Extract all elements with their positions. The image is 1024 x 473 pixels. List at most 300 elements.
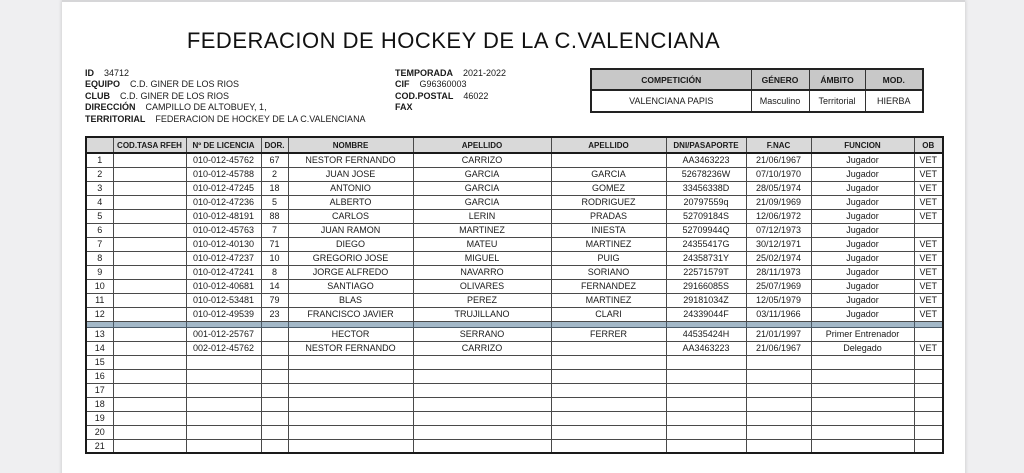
cell: 010-012-45762: [186, 153, 261, 167]
table-row: [86, 411, 943, 425]
cell: Delegado: [811, 341, 914, 355]
info-value: 46022: [463, 90, 489, 101]
cell: 2: [86, 167, 113, 181]
cell: [413, 369, 551, 383]
roster-body: [86, 153, 943, 453]
cell: [288, 411, 413, 425]
cell: [666, 411, 746, 425]
cell: 29166085S: [666, 279, 746, 293]
table-row: [86, 181, 943, 195]
cell: Jugador: [811, 223, 914, 237]
info-club: [85, 91, 366, 102]
cell: FERNANDEZ: [551, 279, 666, 293]
cell: [113, 411, 186, 425]
cell: 1: [86, 153, 113, 167]
cell: 010-012-47236: [186, 195, 261, 209]
cell: [288, 397, 413, 411]
cell: CARLOS: [288, 209, 413, 223]
cell: Jugador: [811, 251, 914, 265]
cell: 8: [86, 251, 113, 265]
cell: 010-012-40130: [186, 237, 261, 251]
cell: SANTIAGO: [288, 279, 413, 293]
col-header-funcion: FUNCION: [811, 137, 914, 153]
competition-scope: Territorial: [809, 90, 865, 112]
cell: [261, 425, 288, 439]
cell: [113, 251, 186, 265]
cell: 5: [86, 209, 113, 223]
cell: 17: [86, 383, 113, 397]
table-row: [86, 327, 943, 341]
cell: GARCIA: [551, 167, 666, 181]
col-header-fnac: F.NAC: [746, 137, 811, 153]
cell: [666, 439, 746, 453]
cell: 8: [261, 265, 288, 279]
cell: 03/11/1966: [746, 307, 811, 321]
cell: [666, 383, 746, 397]
cell: CLARI: [551, 307, 666, 321]
cell: [186, 355, 261, 369]
table-row: [86, 369, 943, 383]
roster-header-row: [86, 137, 943, 153]
cell: 07/10/1970: [746, 167, 811, 181]
competition-gender: Masculino: [751, 90, 809, 112]
col-header-competicion: COMPETICIÓN: [591, 69, 751, 90]
cell: 010-012-53481: [186, 293, 261, 307]
cell: 4: [86, 195, 113, 209]
cell: [261, 439, 288, 453]
cell: [666, 369, 746, 383]
cell: 28/11/1973: [746, 265, 811, 279]
cell: 010-012-40681: [186, 279, 261, 293]
cell: 002-012-45762: [186, 341, 261, 355]
cell: ALBERTO: [288, 195, 413, 209]
cell: ANTONIO: [288, 181, 413, 195]
competition-header-row: [591, 69, 923, 90]
cell: NESTOR FERNANDO: [288, 153, 413, 167]
cell: 15: [86, 355, 113, 369]
cell: [551, 425, 666, 439]
cell: VET: [914, 237, 943, 251]
cell: 12/06/1972: [746, 209, 811, 223]
cell: VET: [914, 265, 943, 279]
table-row: [86, 439, 943, 453]
cell: [811, 383, 914, 397]
cell: 010-012-45788: [186, 167, 261, 181]
col-header-apellido1: APELLIDO: [413, 137, 551, 153]
cell: [113, 341, 186, 355]
col-header-dorsal: DOR.: [261, 137, 288, 153]
info-label: TERRITORIAL: [85, 113, 146, 124]
cell: 33456338D: [666, 181, 746, 195]
table-row: [86, 293, 943, 307]
cell: [261, 411, 288, 425]
info-codpostal: [395, 91, 506, 102]
cell: GARCIA: [413, 167, 551, 181]
cell: [288, 383, 413, 397]
cell: [113, 327, 186, 341]
cell: 010-012-49539: [186, 307, 261, 321]
cell: [551, 397, 666, 411]
cell: Jugador: [811, 307, 914, 321]
info-temporada: [395, 68, 506, 79]
info-value: C.D. GINER DE LOS RIOS: [130, 79, 240, 90]
cell: 001-012-25767: [186, 327, 261, 341]
cell: [113, 265, 186, 279]
cell: 24339044F: [666, 307, 746, 321]
cell: [288, 425, 413, 439]
cell: Jugador: [811, 209, 914, 223]
info-label: CLUB: [85, 90, 110, 101]
cell: 44535424H: [666, 327, 746, 341]
info-territorial: [85, 114, 366, 125]
table-row: [86, 397, 943, 411]
cell: AA3463223: [666, 153, 746, 167]
cell: 79: [261, 293, 288, 307]
cell: [113, 293, 186, 307]
cell: VET: [914, 209, 943, 223]
cell: [288, 369, 413, 383]
cell: [113, 355, 186, 369]
cell: NAVARRO: [413, 265, 551, 279]
cell: HECTOR: [288, 327, 413, 341]
cell: 14: [86, 341, 113, 355]
info-value: 34712: [104, 68, 130, 78]
cell: 10: [86, 279, 113, 293]
cell: 71: [261, 237, 288, 251]
cell: 52709944Q: [666, 223, 746, 237]
cell: MARTINEZ: [413, 223, 551, 237]
cell: MARTINEZ: [551, 237, 666, 251]
cell: 23: [261, 307, 288, 321]
cell: GOMEZ: [551, 181, 666, 195]
cell: VET: [914, 167, 943, 181]
cell: CARRIZO: [413, 153, 551, 167]
cell: CARRIZO: [413, 341, 551, 355]
cell: Jugador: [811, 293, 914, 307]
info-value: G96360003: [419, 79, 467, 90]
cell: BLAS: [288, 293, 413, 307]
cell: 19: [86, 411, 113, 425]
cell: [746, 397, 811, 411]
table-row: [86, 341, 943, 355]
club-info-block: [85, 68, 366, 125]
cell: [914, 425, 943, 439]
cell: 21/06/1967: [746, 341, 811, 355]
cell: [746, 425, 811, 439]
cell: 18: [86, 397, 113, 411]
cell: NESTOR FERNANDO: [288, 341, 413, 355]
cell: 29181034Z: [666, 293, 746, 307]
cell: [914, 383, 943, 397]
col-header-ambito: ÁMBITO: [809, 69, 865, 90]
info-label: EQUIPO: [85, 79, 121, 90]
cell: 2: [261, 167, 288, 181]
cell: 28/05/1974: [746, 181, 811, 195]
cell: [113, 383, 186, 397]
cell: [914, 369, 943, 383]
cell: [113, 181, 186, 195]
cell: Jugador: [811, 279, 914, 293]
cell: 07/12/1973: [746, 223, 811, 237]
col-header-rownum: [86, 137, 113, 153]
cell: 010-012-47237: [186, 251, 261, 265]
cell: 010-012-47245: [186, 181, 261, 195]
cell: Jugador: [811, 153, 914, 167]
table-row: [86, 383, 943, 397]
roster-table: [85, 136, 944, 454]
cell: [113, 439, 186, 453]
cell: 24355417G: [666, 237, 746, 251]
cell: PUIG: [551, 251, 666, 265]
cell: OLIVARES: [413, 279, 551, 293]
cell: [551, 439, 666, 453]
cell: 16: [86, 369, 113, 383]
cell: SORIANO: [551, 265, 666, 279]
cell: [914, 223, 943, 237]
cell: 10: [261, 251, 288, 265]
table-row: [86, 237, 943, 251]
cell: MATEU: [413, 237, 551, 251]
col-header-cod-tasa: COD.TASA RFEH: [113, 137, 186, 153]
cell: [413, 397, 551, 411]
cell: INIESTA: [551, 223, 666, 237]
info-label: DIRECCIÓN: [85, 102, 136, 113]
table-row: [86, 251, 943, 265]
cell: 14: [261, 279, 288, 293]
cell: [261, 341, 288, 355]
col-header-genero: GÉNERO: [751, 69, 809, 90]
document-page: [62, 0, 965, 473]
competition-value-row: [591, 90, 923, 112]
col-header-mod: MOD.: [865, 69, 923, 90]
cell: 18: [261, 181, 288, 195]
info-value: FEDERACION DE HOCKEY DE LA C.VALENCIANA: [155, 113, 366, 124]
season-info-block: [395, 68, 506, 114]
cell: 21: [86, 439, 113, 453]
table-row: [86, 307, 943, 321]
cell: VET: [914, 279, 943, 293]
info-cif: [395, 79, 506, 90]
cell: [113, 153, 186, 167]
cell: VET: [914, 341, 943, 355]
cell: 67: [261, 153, 288, 167]
info-label: ID: [85, 68, 94, 78]
competition-table: [590, 68, 924, 113]
cell: 12/05/1979: [746, 293, 811, 307]
cell: [666, 397, 746, 411]
cell: [413, 411, 551, 425]
cell: [186, 397, 261, 411]
info-equipo: [85, 79, 366, 90]
cell: [113, 369, 186, 383]
cell: RODRIGUEZ: [551, 195, 666, 209]
cell: [261, 327, 288, 341]
cell: VET: [914, 153, 943, 167]
cell: Jugador: [811, 237, 914, 251]
cell: [113, 279, 186, 293]
cell: 88: [261, 209, 288, 223]
cell: [186, 411, 261, 425]
cell: 7: [261, 223, 288, 237]
cell: [746, 383, 811, 397]
info-value: CAMPILLO DE ALTOBUEY, 1,: [145, 102, 267, 113]
cell: [914, 411, 943, 425]
cell: Jugador: [811, 181, 914, 195]
cell: [811, 369, 914, 383]
cell: 13: [86, 327, 113, 341]
info-id: [85, 68, 366, 79]
cell: [811, 411, 914, 425]
cell: GARCIA: [413, 195, 551, 209]
cell: [261, 383, 288, 397]
cell: [113, 397, 186, 411]
cell: 21/01/1997: [746, 327, 811, 341]
cell: [746, 369, 811, 383]
cell: 52709184S: [666, 209, 746, 223]
cell: 21/06/1967: [746, 153, 811, 167]
cell: [113, 167, 186, 181]
cell: 21/09/1969: [746, 195, 811, 209]
cell: FRANCISCO JAVIER: [288, 307, 413, 321]
cell: [288, 439, 413, 453]
page-title: FEDERACION DE HOCKEY DE LA C.VALENCIANA: [186, 28, 721, 53]
cell: 30/12/1971: [746, 237, 811, 251]
cell: VET: [914, 251, 943, 265]
cell: 5: [261, 195, 288, 209]
cell: [186, 439, 261, 453]
cell: 010-012-47241: [186, 265, 261, 279]
cell: Primer Entrenador: [811, 327, 914, 341]
cell: TRUJILLANO: [413, 307, 551, 321]
cell: [113, 425, 186, 439]
cell: 25/02/1974: [746, 251, 811, 265]
cell: Jugador: [811, 195, 914, 209]
cell: [113, 209, 186, 223]
cell: [666, 425, 746, 439]
cell: [113, 223, 186, 237]
cell: [551, 355, 666, 369]
cell: VET: [914, 181, 943, 195]
cell: SERRANO: [413, 327, 551, 341]
cell: [186, 383, 261, 397]
cell: FERRER: [551, 327, 666, 341]
cell: JUAN JOSE: [288, 167, 413, 181]
info-fax: [395, 102, 506, 113]
cell: [551, 411, 666, 425]
cell: 25/07/1969: [746, 279, 811, 293]
cell: [914, 355, 943, 369]
cell: [746, 411, 811, 425]
cell: JORGE ALFREDO: [288, 265, 413, 279]
cell: [811, 355, 914, 369]
cell: [551, 369, 666, 383]
cell: [914, 397, 943, 411]
info-label: FAX: [395, 102, 413, 113]
cell: 7: [86, 237, 113, 251]
cell: [413, 355, 551, 369]
cell: [811, 397, 914, 411]
table-row: [86, 223, 943, 237]
cell: [914, 327, 943, 341]
cell: GARCIA: [413, 181, 551, 195]
cell: 20: [86, 425, 113, 439]
cell: [288, 355, 413, 369]
cell: [261, 397, 288, 411]
cell: [186, 369, 261, 383]
cell: VET: [914, 195, 943, 209]
cell: [551, 153, 666, 167]
info-label: CIF: [395, 79, 410, 90]
cell: PEREZ: [413, 293, 551, 307]
cell: Jugador: [811, 265, 914, 279]
cell: VET: [914, 293, 943, 307]
info-label: TEMPORADA: [395, 68, 453, 78]
cell: [746, 439, 811, 453]
cell: [746, 355, 811, 369]
cell: [914, 439, 943, 453]
cell: [811, 439, 914, 453]
cell: [811, 425, 914, 439]
cell: Jugador: [811, 167, 914, 181]
cell: GREGORIO JOSE: [288, 251, 413, 265]
table-row: [86, 167, 943, 181]
cell: 3: [86, 181, 113, 195]
cell: MARTINEZ: [551, 293, 666, 307]
cell: [413, 425, 551, 439]
cell: [113, 307, 186, 321]
cell: 12: [86, 307, 113, 321]
cell: [666, 355, 746, 369]
table-row: [86, 355, 943, 369]
table-row: [86, 265, 943, 279]
cell: 52678236W: [666, 167, 746, 181]
competition-name: VALENCIANA PAPIS: [591, 90, 751, 112]
cell: [113, 195, 186, 209]
table-row: [86, 209, 943, 223]
cell: [551, 383, 666, 397]
cell: 20797559q: [666, 195, 746, 209]
cell: 11: [86, 293, 113, 307]
cell: [261, 369, 288, 383]
cell: 010-012-45763: [186, 223, 261, 237]
cell: [551, 341, 666, 355]
cell: DIEGO: [288, 237, 413, 251]
cell: VET: [914, 307, 943, 321]
table-row: [86, 153, 943, 167]
cell: 24358731Y: [666, 251, 746, 265]
info-value: C.D. GINER DE LOS RIOS: [120, 90, 230, 101]
table-row: [86, 279, 943, 293]
cell: [413, 383, 551, 397]
cell: [113, 237, 186, 251]
competition-modality: HIERBA: [865, 90, 923, 112]
table-row: [86, 195, 943, 209]
cell: 6: [86, 223, 113, 237]
cell: PRADAS: [551, 209, 666, 223]
cell: [186, 425, 261, 439]
col-header-nombre: NOMBRE: [288, 137, 413, 153]
col-header-licencia: Nº DE LICENCIA: [186, 137, 261, 153]
col-header-apellido2: APELLIDO: [551, 137, 666, 153]
cell: MIGUEL: [413, 251, 551, 265]
cell: JUAN RAMON: [288, 223, 413, 237]
col-header-dni: DNI/PASAPORTE: [666, 137, 746, 153]
cell: AA3463223: [666, 341, 746, 355]
cell: 9: [86, 265, 113, 279]
col-header-ob: OB: [914, 137, 943, 153]
cell: LERIN: [413, 209, 551, 223]
cell: 010-012-48191: [186, 209, 261, 223]
